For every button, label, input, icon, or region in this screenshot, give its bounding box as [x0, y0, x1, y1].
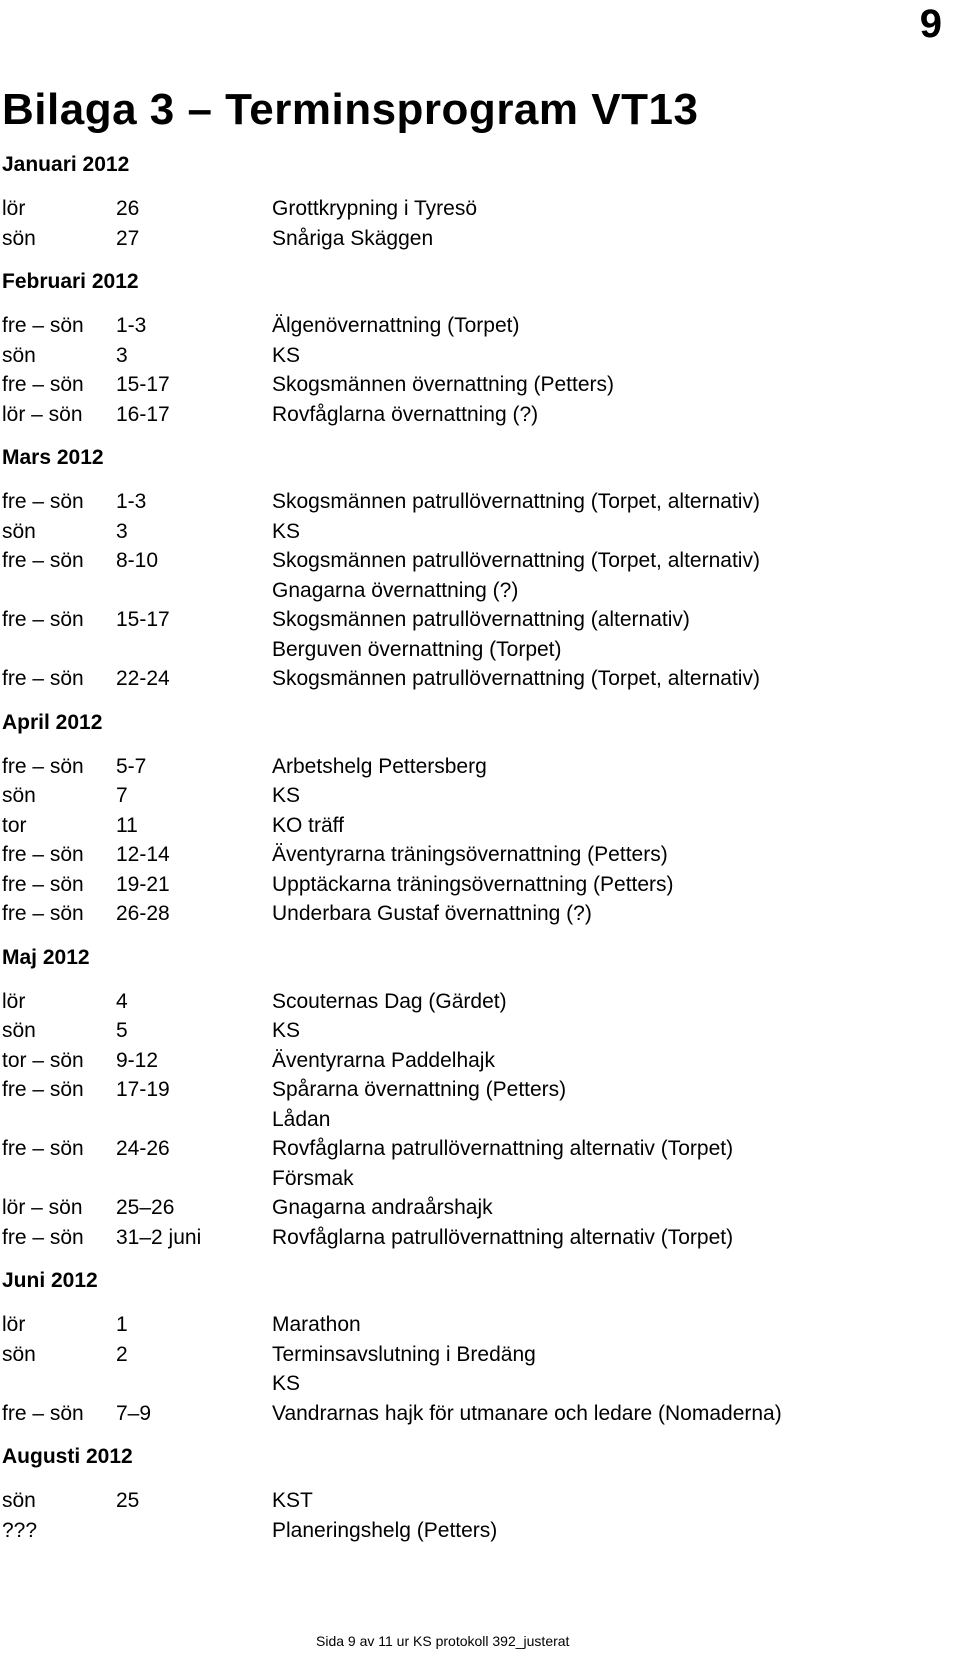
schedule-list [2, 150, 942, 1545]
row-day: fre – sön [2, 843, 84, 866]
row-event: KST [272, 1489, 313, 1512]
row-event: Vandrarnas hajk för utmanare och ledare (Nomaderna) [272, 1401, 782, 1425]
month-heading: Januari 2012 [2, 153, 130, 176]
row-day [2, 576, 116, 606]
row-event: Äventyrarna träningsövernattning (Petters) [272, 843, 668, 866]
row-date: 8-10 [116, 549, 159, 572]
row-day: fre – sön [2, 608, 84, 631]
row-date [116, 1105, 272, 1135]
schedule-row [2, 840, 942, 870]
schedule-row [2, 1105, 942, 1135]
row-day: ??? [2, 1518, 38, 1542]
row-date: 25 [116, 1489, 140, 1512]
row-day: sön [2, 226, 36, 250]
schedule-row [2, 635, 942, 665]
schedule-row [2, 987, 942, 1017]
row-event: Skogsmännen patrullövernattning (Torpet, alternativ) [272, 490, 760, 513]
row-date [116, 1164, 272, 1194]
row-event: Terminsavslutning i Bredäng [272, 1342, 536, 1366]
row-date: 15-17 [116, 373, 170, 396]
row-day: lör [2, 989, 26, 1013]
month-heading: Mars 2012 [2, 446, 104, 469]
row-date: 9-12 [116, 1048, 159, 1072]
row-event: KS [272, 1019, 301, 1042]
schedule-row [2, 752, 942, 782]
row-day: fre – sön [2, 373, 84, 396]
row-event: Älgenövernattning (Torpet) [272, 314, 520, 337]
schedule-row [2, 370, 942, 400]
row-date [116, 635, 272, 665]
row-event: Scouternas Dag (Gärdet) [272, 989, 507, 1013]
row-date: 3 [116, 343, 128, 367]
row-event: KO träff [272, 813, 344, 837]
row-event: Marathon [272, 1313, 361, 1336]
row-event: KS [272, 784, 301, 807]
row-date: 16-17 [116, 402, 170, 426]
row-event: Lådan [272, 1107, 331, 1131]
schedule-row [2, 1399, 942, 1429]
schedule-row [2, 576, 942, 606]
schedule-row [2, 781, 942, 811]
row-event: Skogsmännen övernattning (Petters) [272, 373, 615, 396]
month-heading: Augusti 2012 [2, 1445, 133, 1468]
month-heading: Juni 2012 [2, 1269, 98, 1292]
schedule-row [2, 517, 942, 547]
row-day: fre – sön [2, 1137, 84, 1160]
schedule-row [2, 1369, 942, 1399]
row-date: 25–26 [116, 1196, 175, 1219]
row-date: 1 [116, 1313, 128, 1336]
row-day: fre – sön [2, 490, 84, 513]
row-day: tor – sön [2, 1048, 84, 1072]
schedule-row [2, 899, 942, 929]
row-date [116, 1369, 272, 1399]
row-event: Försmak [272, 1166, 354, 1190]
row-date: 7 [116, 784, 128, 807]
row-date: 26 [116, 197, 140, 220]
row-date [116, 1516, 272, 1546]
row-event: Skogsmännen patrullövernattning (Torpet, alternativ) [272, 549, 760, 572]
row-event: Grottkrypning i Tyresö [272, 197, 478, 220]
row-date [116, 576, 272, 606]
row-day: fre – sön [2, 902, 84, 925]
schedule-row [2, 487, 942, 517]
row-event: KS [272, 343, 301, 367]
schedule-row [2, 194, 942, 224]
row-event: Underbara Gustaf övernattning (?) [272, 902, 592, 925]
row-day: fre – sön [2, 754, 84, 778]
row-date: 3 [116, 519, 128, 543]
row-day: fre – sön [2, 1225, 84, 1249]
row-day: sön [2, 1342, 36, 1366]
row-event: Rovfåglarna patrullövernattning alternativ (Torpet) [272, 1137, 734, 1160]
row-date: 26-28 [116, 902, 170, 925]
row-day: sön [2, 1489, 36, 1512]
page-footer: Sida 9 av 11 ur KS protokoll 392_justerat [316, 1633, 570, 1649]
month-heading: Februari 2012 [2, 270, 139, 293]
schedule-row [2, 1193, 942, 1223]
row-date: 1-3 [116, 490, 147, 513]
row-day: fre – sön [2, 1078, 84, 1101]
row-date: 12-14 [116, 843, 170, 866]
row-day: fre – sön [2, 314, 84, 337]
schedule-row [2, 1223, 942, 1253]
schedule-row [2, 224, 942, 254]
row-event: Snåriga Skäggen [272, 226, 434, 250]
row-date: 17-19 [116, 1078, 170, 1101]
row-day: fre – sön [2, 549, 84, 572]
schedule-row [2, 1340, 942, 1370]
schedule-row [2, 811, 942, 841]
row-day [2, 635, 116, 665]
row-day: sön [2, 1019, 36, 1042]
row-event: Rovfåglarna patrullövernattning alternativ (Torpet) [272, 1225, 734, 1249]
row-date: 27 [116, 226, 140, 250]
schedule-row [2, 1310, 942, 1340]
schedule-row [2, 1075, 942, 1105]
row-event: Spårarna övernattning (Petters) [272, 1078, 567, 1101]
row-date: 4 [116, 989, 128, 1013]
row-day: fre – sön [2, 1401, 84, 1425]
schedule-row [2, 664, 942, 694]
schedule-row [2, 546, 942, 576]
row-date: 31–2 juni [116, 1225, 202, 1249]
document-title: Bilaga 3 – Terminsprogram VT13 [2, 85, 699, 134]
row-day: sön [2, 519, 36, 543]
page-number: 9 [919, 2, 942, 46]
row-event: Rovfåglarna övernattning (?) [272, 402, 539, 426]
row-event: Planeringshelg (Petters) [272, 1518, 498, 1542]
schedule-row [2, 400, 942, 430]
schedule-row [2, 1486, 942, 1516]
row-day: lör [2, 197, 26, 220]
row-event: Äventyrarna Paddelhajk [272, 1048, 495, 1072]
schedule-row [2, 1516, 942, 1546]
schedule-row [2, 1164, 942, 1194]
month-heading: Maj 2012 [2, 945, 90, 969]
schedule-row [2, 1134, 942, 1164]
row-date: 1-3 [116, 314, 147, 337]
schedule-row [2, 870, 942, 900]
row-day: lör – sön [2, 402, 83, 426]
row-event: Berguven övernattning (Torpet) [272, 637, 562, 661]
row-event: Skogsmännen patrullövernattning (alternativ) [272, 608, 690, 631]
row-event: Gnagarna övernattning (?) [272, 578, 519, 602]
row-event: KS [272, 519, 301, 543]
schedule-row [2, 1046, 942, 1076]
row-event: Arbetshelg Pettersberg [272, 754, 487, 778]
row-day: fre – sön [2, 872, 84, 896]
row-date: 22-24 [116, 667, 170, 690]
schedule-row [2, 311, 942, 341]
row-event: Skogsmännen patrullövernattning (Torpet, alternativ) [272, 667, 760, 690]
month-heading: April 2012 [2, 710, 103, 734]
schedule-row [2, 341, 942, 371]
row-day [2, 1164, 116, 1194]
row-date: 15-17 [116, 608, 170, 631]
row-date: 5 [116, 1019, 128, 1042]
row-event: Upptäckarna träningsövernattning (Petters) [272, 872, 674, 896]
row-day: sön [2, 343, 36, 367]
row-event: KS [272, 1372, 301, 1395]
row-event: Gnagarna andraårshajk [272, 1196, 493, 1219]
row-date: 2 [116, 1342, 128, 1366]
schedule-row [2, 605, 942, 635]
row-day: fre – sön [2, 667, 84, 690]
schedule-row [2, 1016, 942, 1046]
row-date: 7–9 [116, 1401, 152, 1425]
row-date: 24-26 [116, 1137, 170, 1160]
row-date: 5-7 [116, 754, 147, 778]
row-day: lör – sön [2, 1196, 83, 1219]
row-date: 11 [116, 813, 138, 837]
row-day: sön [2, 784, 36, 807]
row-date: 19-21 [116, 872, 170, 896]
row-day [2, 1105, 116, 1135]
row-day [2, 1369, 116, 1399]
row-day: tor [2, 813, 27, 837]
row-day: lör [2, 1313, 26, 1336]
